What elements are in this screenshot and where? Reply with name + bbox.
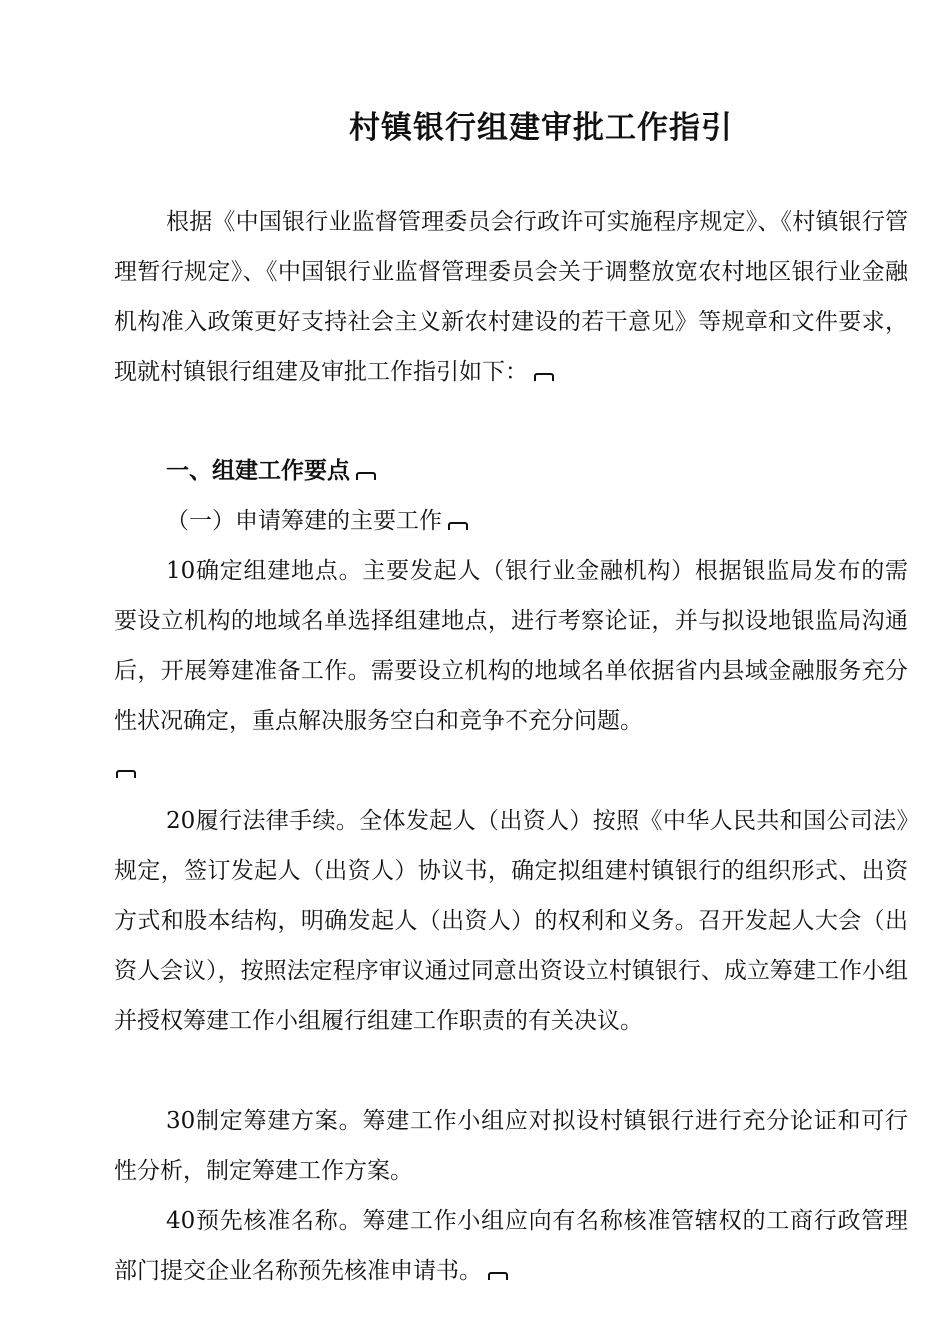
document-title: 村镇银行组建审批工作指引: [349, 110, 733, 146]
intro-paragraph: [114, 197, 908, 397]
section-heading-text: 一、组建工作要点: [166, 458, 350, 484]
item-paragraph-3: [114, 1096, 908, 1196]
item-paragraph-1: [114, 546, 908, 746]
item-text-1: 10确定组建地点。主要发起人（银行业金融机构）根据银监局发布的需要设立机构的地域名单选择组建地点，进行考察论证，并与拟设地银监局沟通后，开展筹建准备工作。需要设立机构的地域名单依据省内县域金融服务充分性状况确定，重点解决服务空白和竞争不充分问题。: [114, 558, 908, 734]
paragraph-mark-icon: [356, 472, 376, 480]
item-paragraph-2: [114, 796, 908, 1046]
item-text-3: 30制定筹建方案。筹建工作小组应对拟设村镇银行进行充分论证和可行性分析，制定筹建工作方案。: [114, 1108, 908, 1184]
subsection-heading: [166, 496, 468, 546]
subsection-heading-text: （一）申请筹建的主要工作: [166, 508, 442, 534]
section-heading: [166, 446, 376, 496]
paragraph-mark-icon: [488, 1272, 508, 1280]
item-paragraph-4: [114, 1196, 908, 1296]
intro-text: 根据《中国银行业监督管理委员会行政许可实施程序规定》、《村镇银行管理暂行规定》、《中国银行业监督管理委员会关于调整放宽农村地区银行业金融机构准入政策更好支持社会主义新农村建设的若干意见》等规章和文件要求，现就村镇银行组建及审批工作指引如下：: [114, 209, 908, 385]
paragraph-mark-icon: [448, 522, 468, 530]
item-text-4: 40预先核准名称。筹建工作小组应向有名称核准管辖权的工商行政管理部门提交企业名称预先核准申请书。: [114, 1208, 908, 1284]
item-text-2: 20履行法律手续。全体发起人（出资人）按照《中华人民共和国公司法》规定，签订发起人（出资人）协议书，确定拟组建村镇银行的组织形式、出资方式和股本结构，明确发起人（出资人）的权利和义务。召开发起人大会（出资人会议），按照法定程序审议通过同意出资设立村镇银行、成立筹建工作小组并授权筹建工作小组履行组建工作职责的有关决议。: [114, 808, 908, 1034]
paragraph-mark-icon: [534, 373, 554, 381]
paragraph-mark-icon: [116, 770, 136, 778]
